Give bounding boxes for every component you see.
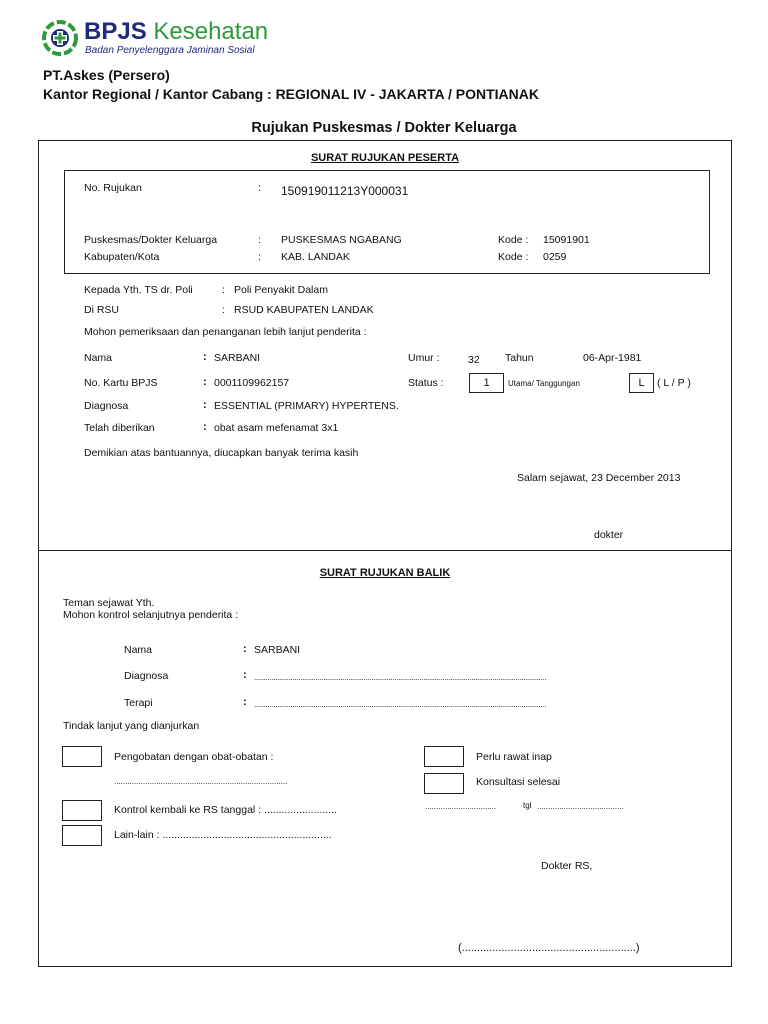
demikian-text: Demikian atas bantuannya, diucapkan banyak terima kasih <box>84 447 359 459</box>
kepada-value: Poli Penyakit Dalam <box>234 284 328 296</box>
pengobatan-label: Pengobatan dengan obat-obatan : <box>114 751 274 763</box>
pengobatan-checkbox[interactable] <box>62 746 102 767</box>
balik-diagnosa-label: Diagnosa <box>124 670 169 682</box>
office-label: Kantor Regional / Kantor Cabang : REGIONAL IV - JAKARTA / PONTIANAK <box>43 86 539 102</box>
diagnosa-value: ESSENTIAL (PRIMARY) HYPERTENS. <box>214 400 399 412</box>
kode2-label: Kode : <box>498 251 529 263</box>
pengobatan-dots[interactable]: .............................................................................. <box>114 777 288 786</box>
kartu-label: No. Kartu BPJS <box>84 377 158 389</box>
section-divider <box>38 550 732 551</box>
dirsu-label: Di RSU <box>84 304 120 316</box>
colon: : <box>222 284 225 296</box>
bpjs-logo-icon <box>42 20 78 56</box>
colon: : <box>203 351 207 363</box>
balik-diagnosa-field[interactable]: ........................................................................................................................................................ <box>254 673 547 682</box>
lain-lain-checkbox[interactable] <box>62 825 102 846</box>
puskesmas-label: Puskesmas/Dokter Keluarga <box>84 234 218 246</box>
umur-value: 32 <box>468 354 480 366</box>
salam-text: Salam sejawat, 23 December 2013 <box>517 472 681 484</box>
status-note: Utama/ Tanggungan <box>508 379 580 388</box>
balik-terapi-field[interactable]: ........................................................................................................................................................ <box>254 700 547 709</box>
tanggal-lahir: 06-Apr-1981 <box>583 352 642 364</box>
balik-title: SURAT RUJUKAN BALIK <box>319 567 451 579</box>
colon: : <box>203 421 207 433</box>
dokter-text: dokter <box>594 529 624 541</box>
balik-terapi-label: Terapi <box>124 697 153 709</box>
kode1-value: 15091901 <box>543 234 590 246</box>
diagnosa-label: Diagnosa <box>84 400 129 412</box>
logo-brand-text: BPJS <box>84 18 147 45</box>
tindak-text: Tindak lanjut yang dianjurkan <box>63 720 200 732</box>
sex-field[interactable]: L <box>629 373 654 393</box>
tahun-label: Tahun <box>505 352 534 364</box>
telah-value: obat asam mefenamat 3x1 <box>214 422 339 434</box>
dokter-rs-label: Dokter RS, <box>541 860 593 872</box>
rawat-inap-checkbox[interactable] <box>424 746 464 767</box>
colon: : <box>258 251 261 263</box>
sex-note: ( L / P ) <box>657 377 691 389</box>
colon: : <box>243 643 247 655</box>
nama-value: SARBANI <box>214 352 261 364</box>
kabupaten-label: Kabupaten/Kota <box>84 251 160 263</box>
konsultasi-label: Konsultasi selesai <box>476 776 561 788</box>
kode2-value: 0259 <box>543 251 567 263</box>
rawat-inap-label: Perlu rawat inap <box>476 751 552 763</box>
kepada-label: Kepada Yth. TS dr. Poli <box>84 284 193 296</box>
no-rujukan-label: No. Rujukan <box>84 182 142 194</box>
tgl-dots-left[interactable]: ................................ <box>425 802 497 811</box>
dirsu-value: RSUD KABUPATEN LANDAK <box>234 304 374 316</box>
greeting-line-2: Mohon kontrol selanjutnya penderita : <box>63 609 239 621</box>
puskesmas-value: PUSKESMAS NGABANG <box>281 234 402 246</box>
company-name: PT.Askes (Persero) <box>43 67 170 83</box>
tgl-dots-right[interactable]: ....................................... <box>537 802 624 811</box>
logo-subtitle: Badan Penyelenggara Jaminan Sosial <box>85 45 255 56</box>
konsultasi-checkbox[interactable] <box>424 773 464 794</box>
nama-label: Nama <box>84 352 113 364</box>
lain-lain-label: Lain-lain : .......................................................... <box>114 829 332 841</box>
document-title: Rujukan Puskesmas / Dokter Keluarga <box>251 120 517 136</box>
status-field[interactable]: 1 <box>469 373 504 393</box>
colon: : <box>203 399 207 411</box>
kabupaten-value: KAB. LANDAK <box>281 251 350 263</box>
mohon-text: Mohon pemeriksaan dan penanganan lebih lanjut penderita : <box>84 326 367 338</box>
telah-label: Telah diberikan <box>84 422 155 434</box>
colon: : <box>203 376 207 388</box>
no-rujukan-value: 150919011213Y000031 <box>281 184 409 198</box>
colon: : <box>258 182 261 194</box>
peserta-title: SURAT RUJUKAN PESERTA <box>310 152 460 164</box>
signature-line[interactable]: (.........................................................) <box>458 942 640 954</box>
colon: : <box>222 304 225 316</box>
umur-label: Umur : <box>408 352 440 364</box>
logo-brand <box>84 18 268 46</box>
logo-brand-accent: Kesehatan <box>153 18 269 45</box>
greeting-line-1: Teman sejawat Yth. <box>63 597 155 609</box>
kartu-value: 0001109962157 <box>214 377 290 389</box>
kode1-label: Kode : <box>498 234 529 246</box>
colon: : <box>258 234 261 246</box>
kontrol-label: Kontrol kembali ke RS tanggal : ......................... <box>114 804 337 816</box>
tgl-label: tgl <box>523 801 532 810</box>
colon: : <box>243 696 247 708</box>
balik-nama-label: Nama <box>124 644 153 656</box>
kontrol-checkbox[interactable] <box>62 800 102 821</box>
status-label: Status : <box>408 377 444 389</box>
colon: : <box>243 669 247 681</box>
balik-nama-value: SARBANI <box>254 644 301 656</box>
